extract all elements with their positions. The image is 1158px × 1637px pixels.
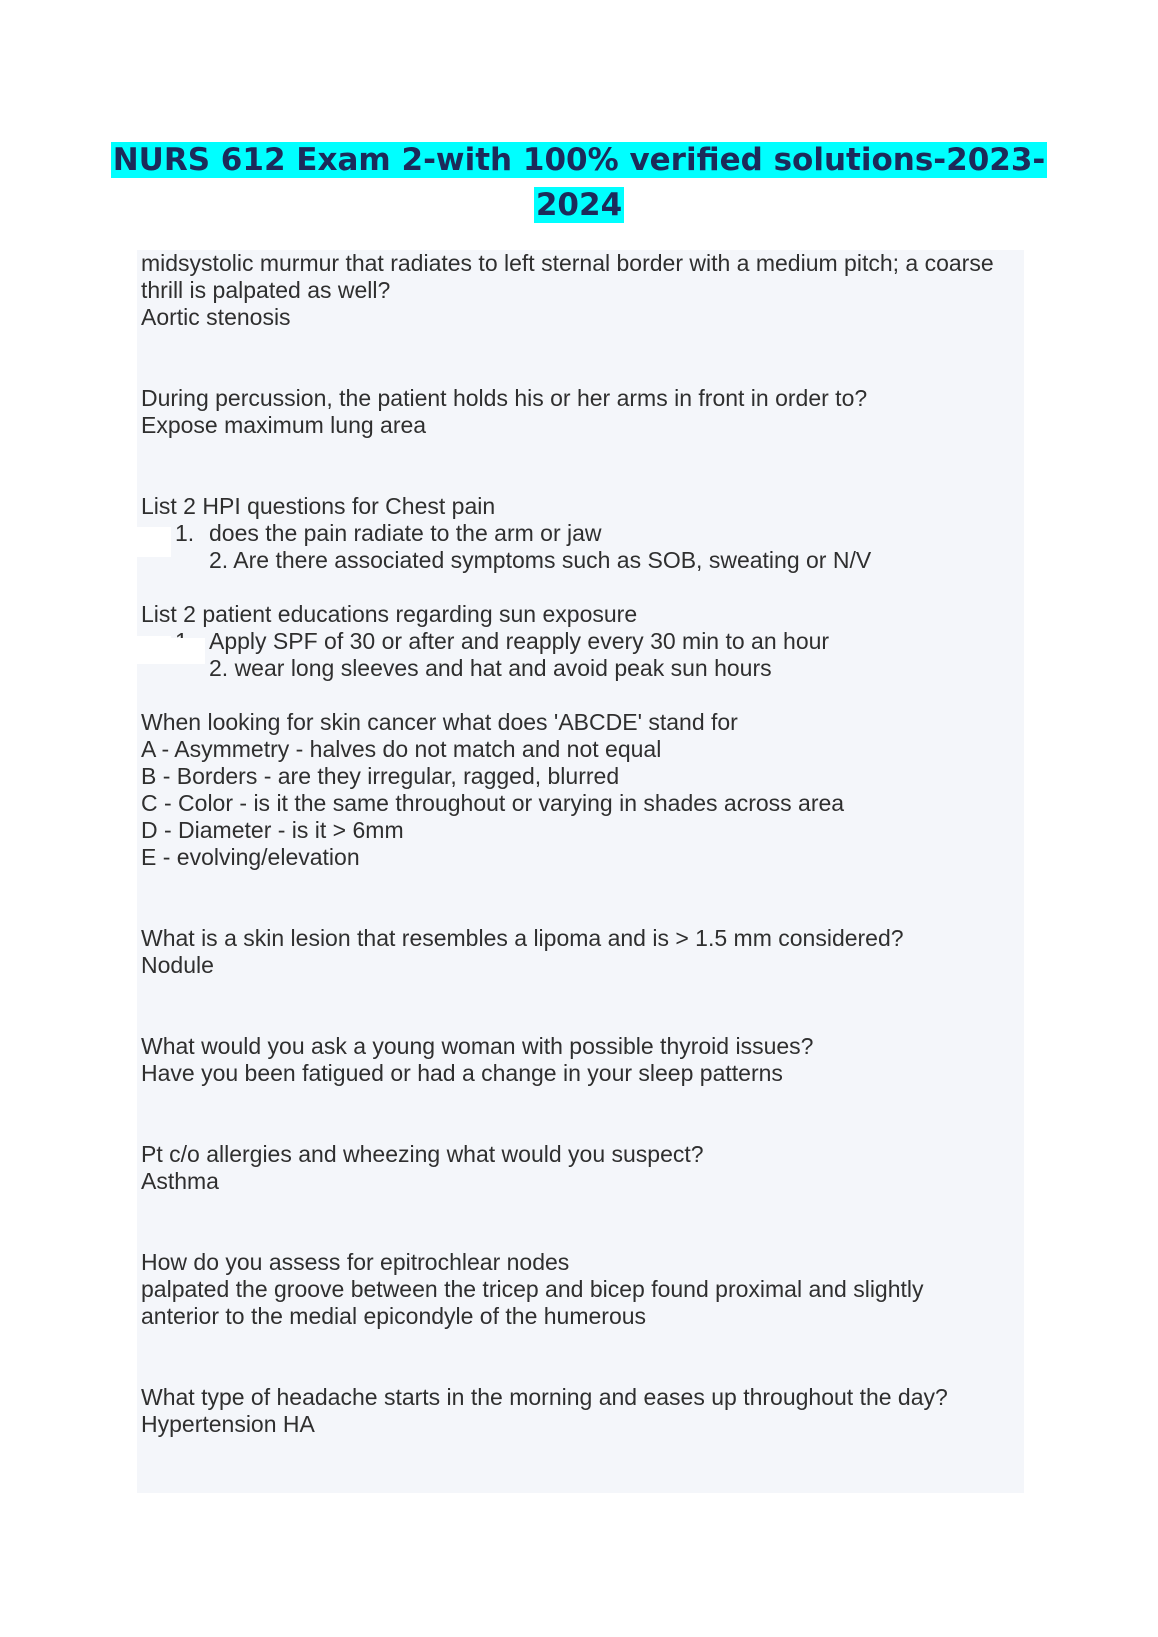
- list-item: [137, 628, 1024, 655]
- layout-notch: [137, 527, 171, 557]
- answer-text: Expose maximum lung area: [141, 412, 427, 438]
- list-item-text: Apply SPF of 30 or after and reapply every 30 min to an hour: [209, 628, 830, 654]
- list-item: 2. wear long sleeves and hat and avoid peak sun hours: [209, 655, 772, 681]
- list-item-text: does the pain radiate to the arm or jaw: [209, 520, 602, 546]
- answer-text: anterior to the medial epicondyle of the humerous: [141, 1303, 647, 1329]
- question-text: What type of headache starts in the morning and eases up throughout the day?: [141, 1384, 948, 1410]
- layout-notch: [137, 636, 171, 664]
- title-line-2: 2024: [535, 187, 623, 223]
- question-text: During percussion, the patient holds his or her arms in front in order to?: [141, 385, 868, 411]
- qa-content: [137, 250, 1024, 1493]
- answer-text: Have you been fatigued or had a change in your sleep patterns: [141, 1060, 783, 1086]
- document-title: [0, 138, 1158, 228]
- answer-line: B - Borders - are they irregular, ragged, blurred: [141, 763, 620, 789]
- question-text: What would you ask a young woman with possible thyroid issues?: [141, 1033, 814, 1059]
- answer-line: A - Asymmetry - halves do not match and not equal: [141, 736, 662, 762]
- answer-line: D - Diameter - is it > 6mm: [141, 817, 404, 843]
- question-text: midsystolic murmur that radiates to left sternal border with a medium pitch; a coarse: [141, 250, 994, 276]
- question-text: What is a skin lesion that resembles a lipoma and is > 1.5 mm considered?: [141, 925, 904, 951]
- list-item: [137, 520, 1024, 547]
- layout-notch: [171, 638, 205, 664]
- answer-text: Asthma: [141, 1168, 219, 1194]
- question-text: When looking for skin cancer what does 'ABCDE' stand for: [141, 709, 738, 735]
- answer-text: Nodule: [141, 952, 214, 978]
- question-text: thrill is palpated as well?: [141, 277, 391, 303]
- list-number: 1.: [175, 520, 195, 546]
- answer-line: E - evolving/elevation: [141, 844, 360, 870]
- title-line-1: NURS 612 Exam 2-with 100% verified solutions-2023-: [112, 142, 1046, 178]
- answer-line: C - Color - is it the same throughout or varying in shades across area: [141, 790, 845, 816]
- question-text: Pt c/o allergies and wheezing what would you suspect?: [141, 1141, 704, 1167]
- list-item: 2. Are there associated symptoms such as SOB, sweating or N/V: [209, 547, 872, 573]
- question-text: List 2 HPI questions for Chest pain: [141, 493, 496, 519]
- answer-text: Hypertension HA: [141, 1411, 315, 1437]
- question-text: List 2 patient educations regarding sun exposure: [141, 601, 638, 627]
- question-text: How do you assess for epitrochlear nodes: [141, 1249, 570, 1275]
- answer-text: Aortic stenosis: [141, 304, 291, 330]
- answer-text: palpated the groove between the tricep and bicep found proximal and slightly: [141, 1276, 924, 1302]
